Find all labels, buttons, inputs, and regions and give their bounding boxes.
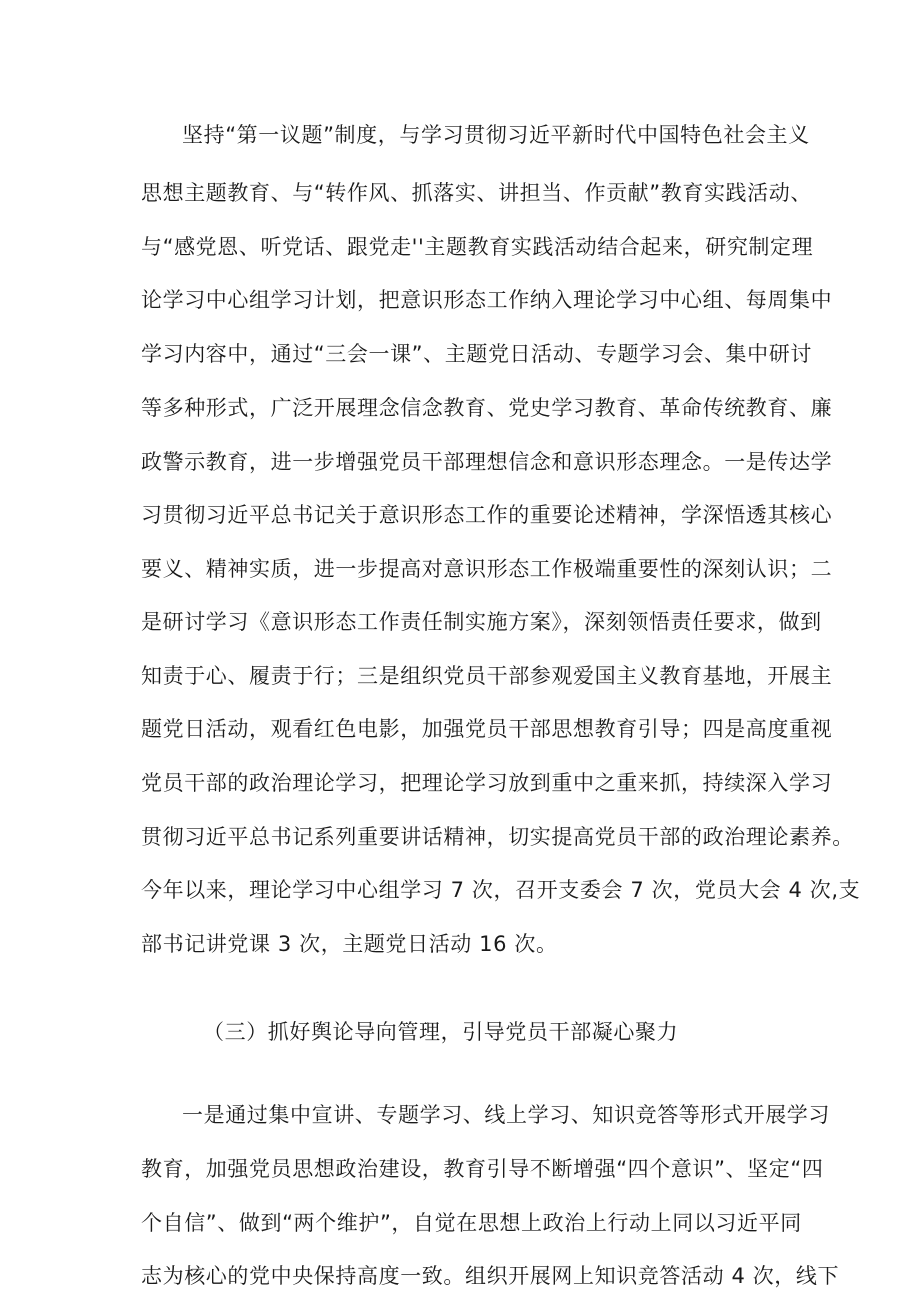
text-line: 坚持“第一议题”制度，与学习贯彻习近平新时代中国特色社会主义 xyxy=(182,123,810,147)
text-line: 教育，加强党员思想政治建设，教育引导不断增强“四个意识”、坚定“四 xyxy=(141,1157,824,1181)
text-line: 习贯彻习近平总书记关于意识形态工作的重要论述精神，学深悟透其核心 xyxy=(141,503,833,527)
text-line: 学习内容中，通过“三会一课”、主题党日活动、专题学习会、集中研讨 xyxy=(141,342,812,366)
text-line: 题党日活动，观看红色电影，加强党员干部思想教育引导；四是高度重视 xyxy=(141,717,833,741)
text-line: 贯彻习近平总书记系列重要讲话精神，切实提高党员干部的政治理论素养。 xyxy=(141,825,854,849)
text-line: 政警示教育，进一步增强党员干部理想信念和意识形态理念。一是传达学 xyxy=(141,450,833,474)
text-line: 等多种形式，广泛开展理念信念教育、党史学习教育、革命传统教育、廉 xyxy=(141,396,833,420)
text-line: 要义、精神实质，进一步提高对意识形态工作极端重要性的深刻认识；二 xyxy=(141,557,833,581)
text-line: 个自信”、做到“两个维护”，自觉在思想上政治上行动上同以习近平同 xyxy=(141,1211,802,1235)
text-line: 思想主题教育、与“转作风、抓落实、讲担当、作贡献”教育实践活动、 xyxy=(141,181,812,205)
section-heading: （三）抓好舆论导向管理，引导党员干部凝心聚力 xyxy=(203,1020,679,1044)
text-line: 是研讨学习《意识形态工作责任制实施方案》，深刻领悟责任要求，做到 xyxy=(141,610,822,634)
text-line: 志为核心的党中央保持高度一致。组织开展网上知识竞答活动 4 次，线下 xyxy=(141,1264,840,1288)
text-line: 论学习中心组学习计划，把意识形态工作纳入理论学习中心组、每周集中 xyxy=(141,288,833,312)
text-line: 与“感党恩、听党话、跟党走''主题教育实践活动结合起来，研究制定理 xyxy=(141,235,814,259)
text-line: 部书记讲党课 3 次，主题党日活动 16 次。 xyxy=(141,932,558,956)
text-line: 党员干部的政治理论学习，把理论学习放到重中之重来抓，持续深入学习 xyxy=(141,771,833,795)
text-line: 今年以来，理论学习中心组学习 7 次，召开支委会 7 次，党员大会 4 次,支 xyxy=(141,878,861,902)
text-line: 知责于心、履责于行；三是组织党员干部参观爱国主义教育基地，开展主 xyxy=(141,664,833,688)
text-line: 一是通过集中宣讲、专题学习、线上学习、知识竞答等形式开展学习 xyxy=(182,1103,830,1127)
